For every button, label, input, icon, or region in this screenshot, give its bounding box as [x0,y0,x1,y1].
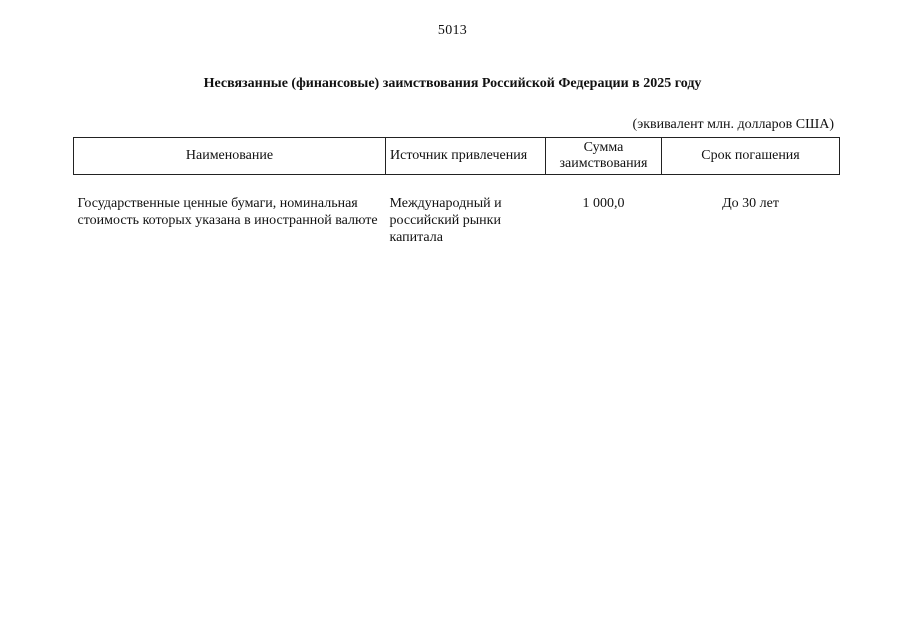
table-row [74,175,840,247]
header-term: Срок погашения [662,138,840,175]
cell-source: Международный и российский рынки капитала [389,196,502,245]
page-number: 5013 [437,23,468,38]
table-header-row [74,138,840,175]
units-note: (эквивалент млн. долларов США) [632,117,834,132]
cell-term: До 30 лет [722,196,779,211]
header-amount: Сумма заимствования [546,138,662,175]
document-title: Несвязанные (финансовые) заимствования Российской Федерации в 2025 году [203,76,702,91]
cell-amount: 1 000,0 [582,196,625,211]
cell-name: Государственные ценные бумаги, номинальная стоимость которых указана в иностранной валюте [77,196,378,228]
header-source: Источник привлечения [386,138,546,175]
borrowings-table [73,137,840,246]
header-name: Наименование [74,138,386,175]
